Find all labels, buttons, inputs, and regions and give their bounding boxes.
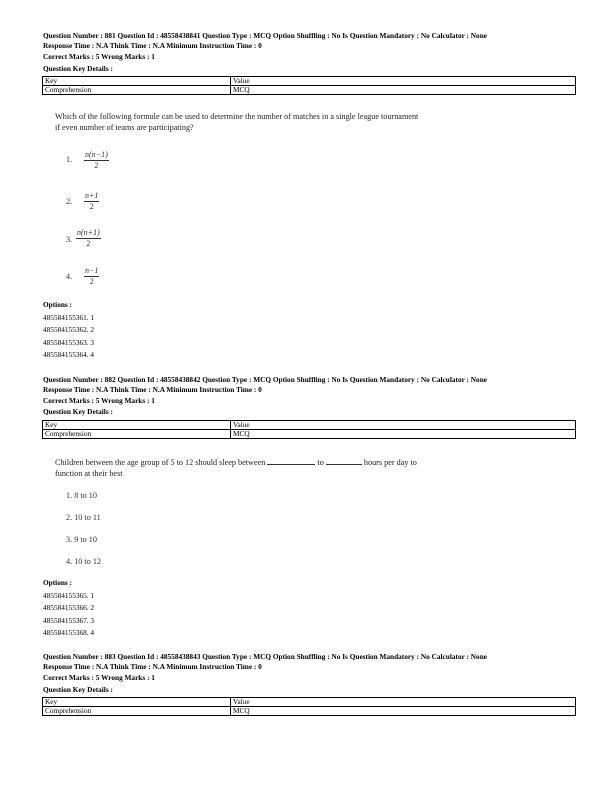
option-id: 485584155365. 1 bbox=[43, 590, 95, 600]
blank-line bbox=[326, 457, 362, 465]
choice: 2. 10 to 11 bbox=[66, 513, 101, 522]
response-time-line: Response Time : N.A Think Time : N.A Minimum Instruction Time : 0 bbox=[43, 385, 262, 394]
option-id: 485584155366. 2 bbox=[43, 603, 95, 613]
value-cell: MCQ bbox=[231, 707, 576, 716]
option-label: 1. bbox=[66, 155, 73, 164]
question-header: Question Number : 881 Question Id : 48558438841 Question Type : MCQ Option Shuffling : No Is Question Mandatory : No Calculator : None bbox=[43, 31, 487, 40]
value-cell: MCQ bbox=[231, 86, 576, 95]
question-text: Which of the following formule can be used to determine the number of matches in a single league tournament if even number of teams are participating? bbox=[55, 112, 419, 132]
key-cell: Comprehension bbox=[43, 707, 231, 716]
question-header: Question Number : 882 Question Id : 48558438842 Question Type : MCQ Option Shuffling : No Is Question Mandatory : No Calculator : None bbox=[43, 375, 487, 384]
marks-line: Correct Marks : 5 Wrong Marks : 1 bbox=[43, 52, 155, 61]
options-list bbox=[43, 299, 94, 362]
key-header: Key bbox=[43, 698, 231, 707]
options-title: Options : bbox=[43, 300, 72, 309]
option-label: 4. bbox=[66, 272, 73, 281]
options-title: Options : bbox=[43, 578, 72, 587]
question-text: Children between the age group of 5 to 12 should sleep between to hours per day to function at their best bbox=[55, 458, 417, 478]
key-cell: Comprehension bbox=[43, 86, 231, 95]
option-id: 485584155364. 4 bbox=[43, 350, 95, 360]
option-id: 485584155361. 1 bbox=[43, 312, 95, 322]
marks-line: Correct Marks : 5 Wrong Marks : 1 bbox=[43, 673, 155, 682]
key-cell: Comprehension bbox=[43, 430, 231, 439]
value-header: Value bbox=[231, 698, 576, 707]
marks-line: Correct Marks : 5 Wrong Marks : 1 bbox=[43, 396, 155, 405]
key-value-table bbox=[42, 697, 576, 716]
option-id: 485584155367. 3 bbox=[43, 615, 95, 625]
value-cell: MCQ bbox=[231, 430, 576, 439]
key-details-label: Question Key Details : bbox=[43, 407, 113, 416]
value-header: Value bbox=[231, 77, 576, 86]
option-label: 3. bbox=[66, 235, 73, 244]
question-header: Question Number : 883 Question Id : 48558438843 Question Type : MCQ Option Shuffling : No Is Question Mandatory : No Calculator : None bbox=[43, 652, 487, 661]
choice: 1. 8 to 10 bbox=[66, 491, 97, 500]
formula-option-4: $\frac{n-1}{2}$ bbox=[85, 266, 99, 286]
option-label: 2. bbox=[66, 197, 73, 206]
option-id: 485584155363. 3 bbox=[43, 337, 95, 347]
key-details-label: Question Key Details : bbox=[43, 64, 113, 73]
response-time-line: Response Time : N.A Think Time : N.A Minimum Instruction Time : 0 bbox=[43, 662, 262, 671]
key-details-label: Question Key Details : bbox=[43, 685, 113, 694]
blank-line bbox=[267, 457, 315, 465]
key-header: Key bbox=[43, 421, 231, 430]
response-time-line: Response Time : N.A Think Time : N.A Minimum Instruction Time : 0 bbox=[43, 41, 262, 50]
option-id: 485584155362. 2 bbox=[43, 325, 95, 335]
option-id: 485584155368. 4 bbox=[43, 628, 95, 638]
key-value-table bbox=[42, 76, 576, 95]
formula-option-2: $\frac{n+1}{2}$ bbox=[85, 191, 99, 211]
choice: 4. 10 to 12 bbox=[66, 557, 102, 566]
key-header: Key bbox=[43, 77, 231, 86]
choice: 3. 9 to 10 bbox=[66, 535, 97, 544]
formula-option-1: $\frac{n(n-1)}{2}$ bbox=[85, 150, 108, 170]
value-header: Value bbox=[231, 421, 576, 430]
options-list bbox=[43, 577, 94, 640]
formula-option-3: $\frac{n(n+1)}{2}$ bbox=[77, 228, 100, 248]
key-value-table bbox=[42, 420, 576, 439]
